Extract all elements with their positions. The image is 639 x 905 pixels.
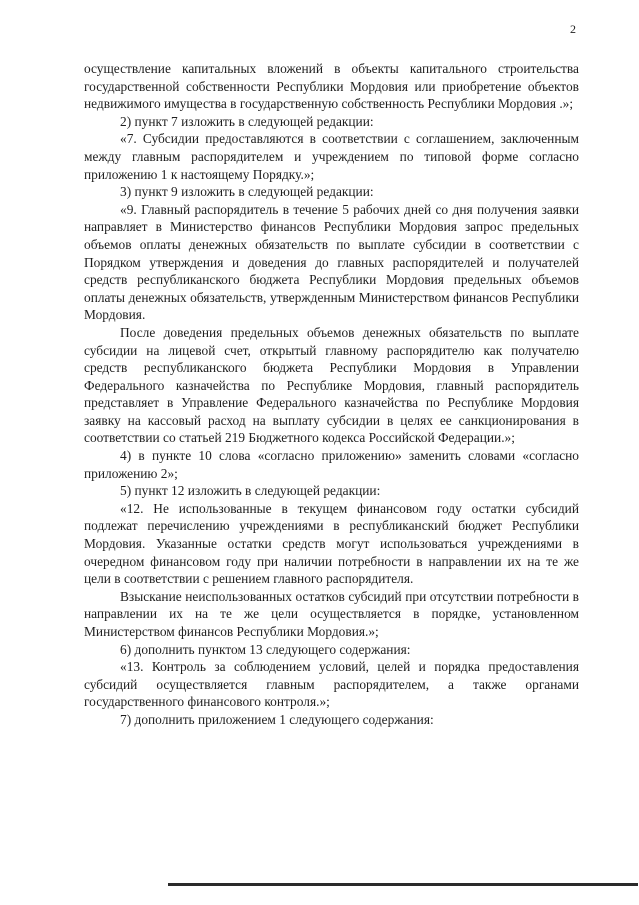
bottom-rule: [168, 883, 638, 886]
paragraph-9: «12. Не использованные в текущем финансовом году остатки субсидий подлежат перечислению учреждениями в республиканский бюджет Республики Мордовия. Указанные остатки средств могут использоваться учреждениями в очередном финансовом году при наличии потребности в направлении их на те же цели в соответствии с решением главного распорядителя.: [84, 500, 579, 587]
paragraph-11: 6) дополнить пунктом 13 следующего содержания:: [120, 641, 411, 657]
paragraph-4: 3) пункт 9 изложить в следующей редакции:: [120, 184, 374, 200]
paragraph-13: 7) дополнить приложением 1 следующего содержания:: [120, 711, 434, 727]
paragraph-10: Взыскание неиспользованных остатков субсидий при отсутствии потребности в направлении их на те же цели осуществляется в порядке, установленном Министерством финансов Республики Мордовия.»;: [84, 588, 579, 639]
paragraph-6: После доведения предельных объемов денежных обязательств по выплате субсидии на лицевой счет, открытый главному распорядителю как получателю средств республиканского бюджета Республики Мордовия в Управлении Федерального казначейства по Республике Мордовия, главный распорядитель представляет в Управление Федерального казначейства по Республике Мордовия заявку на кассовый расход на выплату субсидии в целях ее санкционирования в соответствии со статьей 219 Бюджетного кодекса Российской Федерации.»;: [84, 324, 579, 446]
document-body: [84, 60, 579, 729]
paragraph-1: осуществление капитальных вложений в объекты капитального строительства государственной собственности Республики Мордовия или приобретение объектов недвижимого имущества в государственную собственность Республики Мордовия .»;: [84, 61, 579, 112]
paragraph-8: 5) пункт 12 изложить в следующей редакции:: [120, 483, 381, 499]
page-number: 2: [570, 22, 576, 36]
paragraph-12: «13. Контроль за соблюдением условий, целей и порядка предоставления субсидий осуществляется главным распорядителем, а также органами государственного финансового контроля.»;: [84, 659, 579, 710]
paragraph-7: 4) в пункте 10 слова «согласно приложению» заменить словами «согласно приложению 2»;: [84, 448, 579, 481]
paragraph-5: «9. Главный распорядитель в течение 5 рабочих дней со дня получения заявки направляет в Министерство финансов Республики Мордовия запрос предельных объемов оплаты денежных обязательств по выплате субсидии в соответствии с Порядком утверждения и доведения до главных распорядителей и получателей средств республиканского бюджета Республики Мордовия предельных объемов оплаты денежных обязательств, утвержденным Министерством финансов Республики Мордовия.: [84, 201, 579, 323]
paragraph-3: «7. Субсидии предоставляются в соответствии с соглашением, заключенным между главным распорядителем и учреждением по типовой форме согласно приложению 1 к настоящему Порядку.»;: [84, 131, 579, 182]
paragraph-2: 2) пункт 7 изложить в следующей редакции:: [120, 113, 374, 129]
